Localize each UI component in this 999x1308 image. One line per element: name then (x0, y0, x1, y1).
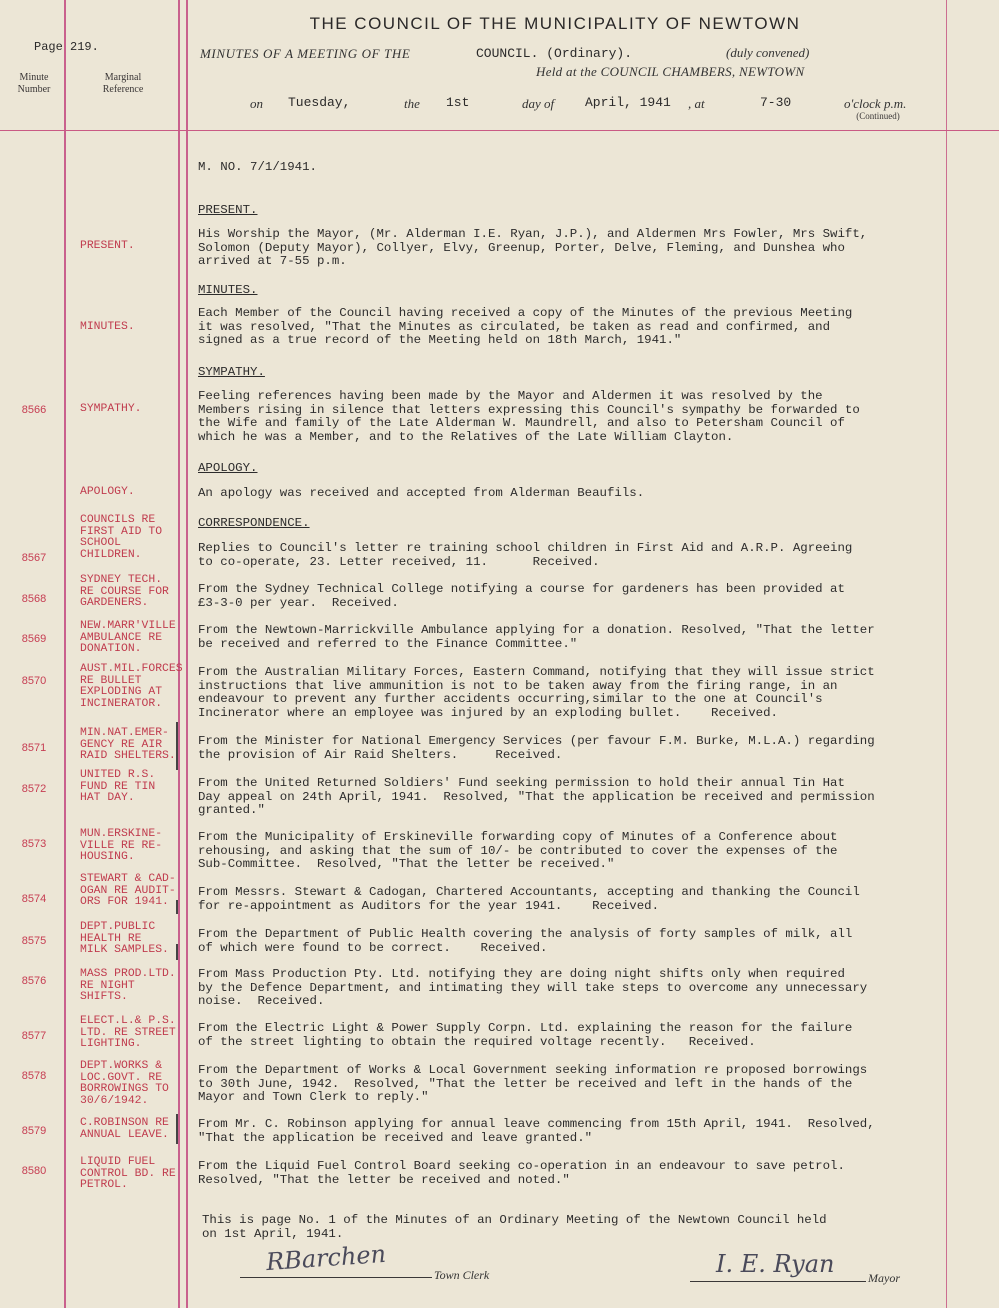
page-note: This is page No. 1 of the Minutes of an Ordinary Meeting of the Newtown Council held on 1st April, 1941. (202, 1213, 827, 1241)
reference-bracket (176, 722, 178, 770)
day-of-label: day of (522, 96, 555, 111)
minute-number-column-heading: Minute Number (17, 72, 51, 95)
minute-number: 8579 (21, 1125, 47, 1137)
mayor-label: Mayor (868, 1271, 900, 1285)
reference-bracket (176, 1114, 178, 1144)
marginal-reference: SYDNEY TECH. RE COURSE FOR GARDENERS. (80, 574, 169, 610)
minute-number: 8578 (21, 1070, 47, 1082)
correspondence-entry-text: From the Sydney Technical College notifying a course for gardeners has been provided at £3-3-0 per year. Received. (198, 582, 845, 610)
minute-number: 8569 (21, 633, 47, 645)
header-rule (0, 130, 999, 131)
body-column-rule (186, 0, 188, 1308)
minute-number: 8573 (21, 838, 47, 850)
minute-number: 8580 (21, 1165, 47, 1177)
town-clerk-label: Town Clerk (434, 1268, 490, 1282)
meeting-kind: COUNCIL. (Ordinary). (476, 46, 633, 61)
sympathy-text: Feeling references having been made by the Mayor and Aldermen it was resolved by the Members rising in silence that letters expressing this Council's sympathy be forwarded to the Wife and family of the Late Alderman W. Maundrell, and also to Petersham Council of which he was a Member, and to the Relatives of the Late William Clayton. (198, 389, 860, 444)
minute-number-column-rule (64, 0, 66, 1308)
marginal-reference-column-rule (178, 0, 180, 1308)
correspondence-entry-text: From the Liquid Fuel Control Board seeking co-operation in an endeavour to save petrol. Resolved, "That the letter be received and noted." (198, 1159, 845, 1187)
correspondence-entry-text: From the Electric Light & Power Supply Corpn. Ltd. explaining the reason for the failure of the street lighting to obtain the required voltage recently. Received. (198, 1021, 853, 1049)
correspondence-entry-text: Replies to Council's letter re training school children in First Aid and A.R.P. Agreeing to co-operate, 23. Letter received, 11. Received. (198, 541, 853, 569)
the-label: the (404, 96, 420, 111)
minutes-text: Each Member of the Council having received a copy of the Minutes of the previous Meeting it was resolved, "That the Minutes as circulated, be taken as read and confirmed, and signed as a true record of the Meeting held on 18th March, 1941." (198, 306, 853, 348)
marginal-reference: UNITED R.S. FUND RE TIN HAT DAY. (80, 769, 156, 805)
minutes-heading: MINUTES. (198, 283, 258, 297)
correspondence-entry-text: From the Department of Works & Local Government seeking information re proposed borrowings to 30th June, 1942. Resolved, "That the letter be received and left in the hands of the Mayor and Town Clerk to reply." (198, 1063, 868, 1105)
correspondence-entry-text: From Mass Production Pty. Ltd. notifying they are doing night shifts only when required by the Defence Department, and intimating they will take steps to overcome any unnecessary noise. Received. (198, 967, 868, 1009)
mayor-signature: I. E. Ryan (716, 1250, 835, 1278)
correspondence-entry-text: From the Minister for National Emergency Services (per favour F.M. Burke, M.L.A.) regarding the provision of Air Raid Shelters. Received. (198, 734, 875, 762)
minute-number: 8568 (21, 593, 47, 605)
minute-number: 8566 (21, 404, 47, 416)
minute-reference: M. NO. 7/1/1941. (198, 160, 317, 174)
at-label: , at (688, 96, 705, 111)
minute-number: 8575 (21, 935, 47, 947)
correspondence-heading: CORRESPONDENCE. (198, 516, 310, 530)
correspondence-entry-text: From the Department of Public Health covering the analysis of forty samples of milk, all of which were found to be correct. Received. (198, 927, 853, 955)
correspondence-entry-text: From the United Returned Soldiers' Fund seeking permission to hold their annual Tin Hat Day appeal on 24th April, 1941. Resolved, "That the application be received and permission granted." (198, 776, 875, 818)
minutes-of-label: MINUTES OF A MEETING OF THE (200, 46, 411, 61)
mayor-signature-line (690, 1281, 866, 1282)
correspondence-entry-text: From Messrs. Stewart & Cadogan, Chartered Accountants, accepting and thanking the Council for re-appointment as Auditors for the year 1941. Received. (198, 885, 860, 913)
marginal-reference: STEWART & CAD- OGAN RE AUDIT- ORS FOR 1941. (80, 873, 176, 909)
marginal-reference: MUN.ERSKINE- VILLE RE RE- HOUSING. (80, 828, 163, 864)
margin-sympathy: SYMPATHY. (80, 403, 142, 415)
minute-number: 8577 (21, 1030, 47, 1042)
marginal-reference: MIN.NAT.EMER- GENCY RE AIR RAID SHELTERS. (80, 727, 176, 763)
margin-apology: APOLOGY. (80, 486, 135, 498)
sympathy-heading: SYMPATHY. (198, 365, 265, 379)
correspondence-entry-text: From the Australian Military Forces, Eastern Command, notifying that they will issue strict instructions that live ammunition is not to be taken away from the firing range, in an endeavour to prevent any further accidents occurring,similar to the one at Council's Incinerator where an employee was injured by an exploding bullet. Received. (198, 665, 875, 720)
marginal-reference: MASS PROD.LTD. RE NIGHT SHIFTS. (80, 968, 176, 1004)
town-clerk-signature-line (240, 1277, 432, 1278)
marginal-reference-column-heading: Marginal Reference (102, 72, 144, 95)
page-number: Page 219. (34, 40, 99, 54)
present-text: His Worship the Mayor, (Mr. Alderman I.E. Ryan, J.P.), and Aldermen Mrs Fowler, Mrs Swift, Solomon (Deputy Mayor), Collyer, Elvy, Greenup, Porter, Delve, Fleming, and Dunshea who arrived at 7-55 p.m. (198, 227, 868, 269)
marginal-reference: AUST.MIL.FORCES RE BULLET EXPLODING AT INCINERATOR. (80, 663, 183, 710)
apology-heading: APOLOGY. (198, 461, 258, 475)
reference-bracket (176, 944, 178, 960)
marginal-reference: DEPT.PUBLIC HEALTH RE MILK SAMPLES. (80, 921, 169, 957)
correspondence-entry-text: From the Municipality of Erskineville forwarding copy of Minutes of a Conference about rehousing, and asking that the sum of 10/- be contributed to cover the expenses of the Sub-Committee. Resolved, "That the letter be received." (198, 830, 838, 872)
present-heading: PRESENT. (198, 203, 258, 217)
meeting-month-year: April, 1941 (585, 95, 671, 110)
continued-label: (Continued) (856, 111, 900, 121)
minute-number: 8574 (21, 893, 47, 905)
duly-convened: (duly convened) (726, 45, 810, 60)
margin-present: PRESENT. (80, 240, 135, 252)
marginal-reference: LIQUID FUEL CONTROL BD. RE PETROL. (80, 1156, 176, 1192)
minute-number: 8570 (21, 675, 47, 687)
meeting-date-day: 1st (446, 95, 470, 110)
minute-number: 8576 (21, 975, 47, 987)
minute-number: 8572 (21, 783, 47, 795)
apology-text: An apology was received and accepted from Alderman Beaufils. (198, 486, 645, 500)
marginal-reference: C.ROBINSON RE ANNUAL LEAVE. (80, 1117, 169, 1141)
margin-minutes: MINUTES. (80, 321, 135, 333)
held-at: Held at the COUNCIL CHAMBERS, NEWTOWN (536, 64, 805, 79)
marginal-reference: DEPT.WORKS & LOC.GOVT. RE BORROWINGS TO 30/6/1942. (80, 1060, 169, 1107)
minute-number: 8567 (21, 552, 47, 564)
meeting-weekday: Tuesday, (288, 95, 351, 110)
right-margin-rule (946, 0, 947, 1308)
on-label: on (250, 96, 263, 111)
town-clerk-signature: RBarchen (265, 1239, 387, 1277)
marginal-reference: ELECT.L.& P.S. LTD. RE STREET LIGHTING. (80, 1015, 176, 1051)
correspondence-entry-text: From Mr. C. Robinson applying for annual leave commencing from 15th April, 1941. Resolved, "That the application be received and leave granted." (198, 1117, 875, 1145)
reference-bracket (176, 900, 178, 914)
marginal-reference: NEW.MARR'VILLE AMBULANCE RE DONATION. (80, 620, 176, 656)
oclock-label: o'clock p.m. (844, 96, 907, 111)
marginal-reference: COUNCILS RE FIRST AID TO SCHOOL CHILDREN. (80, 514, 163, 561)
meeting-time: 7-30 (760, 95, 792, 110)
correspondence-entry-text: From the Newtown-Marrickville Ambulance applying for a donation. Resolved, "That the letter be received and referred to the Finance Committee." (198, 623, 875, 651)
minute-number: 8571 (21, 742, 47, 754)
council-title: THE COUNCIL OF THE MUNICIPALITY OF NEWTOWN (309, 14, 801, 33)
